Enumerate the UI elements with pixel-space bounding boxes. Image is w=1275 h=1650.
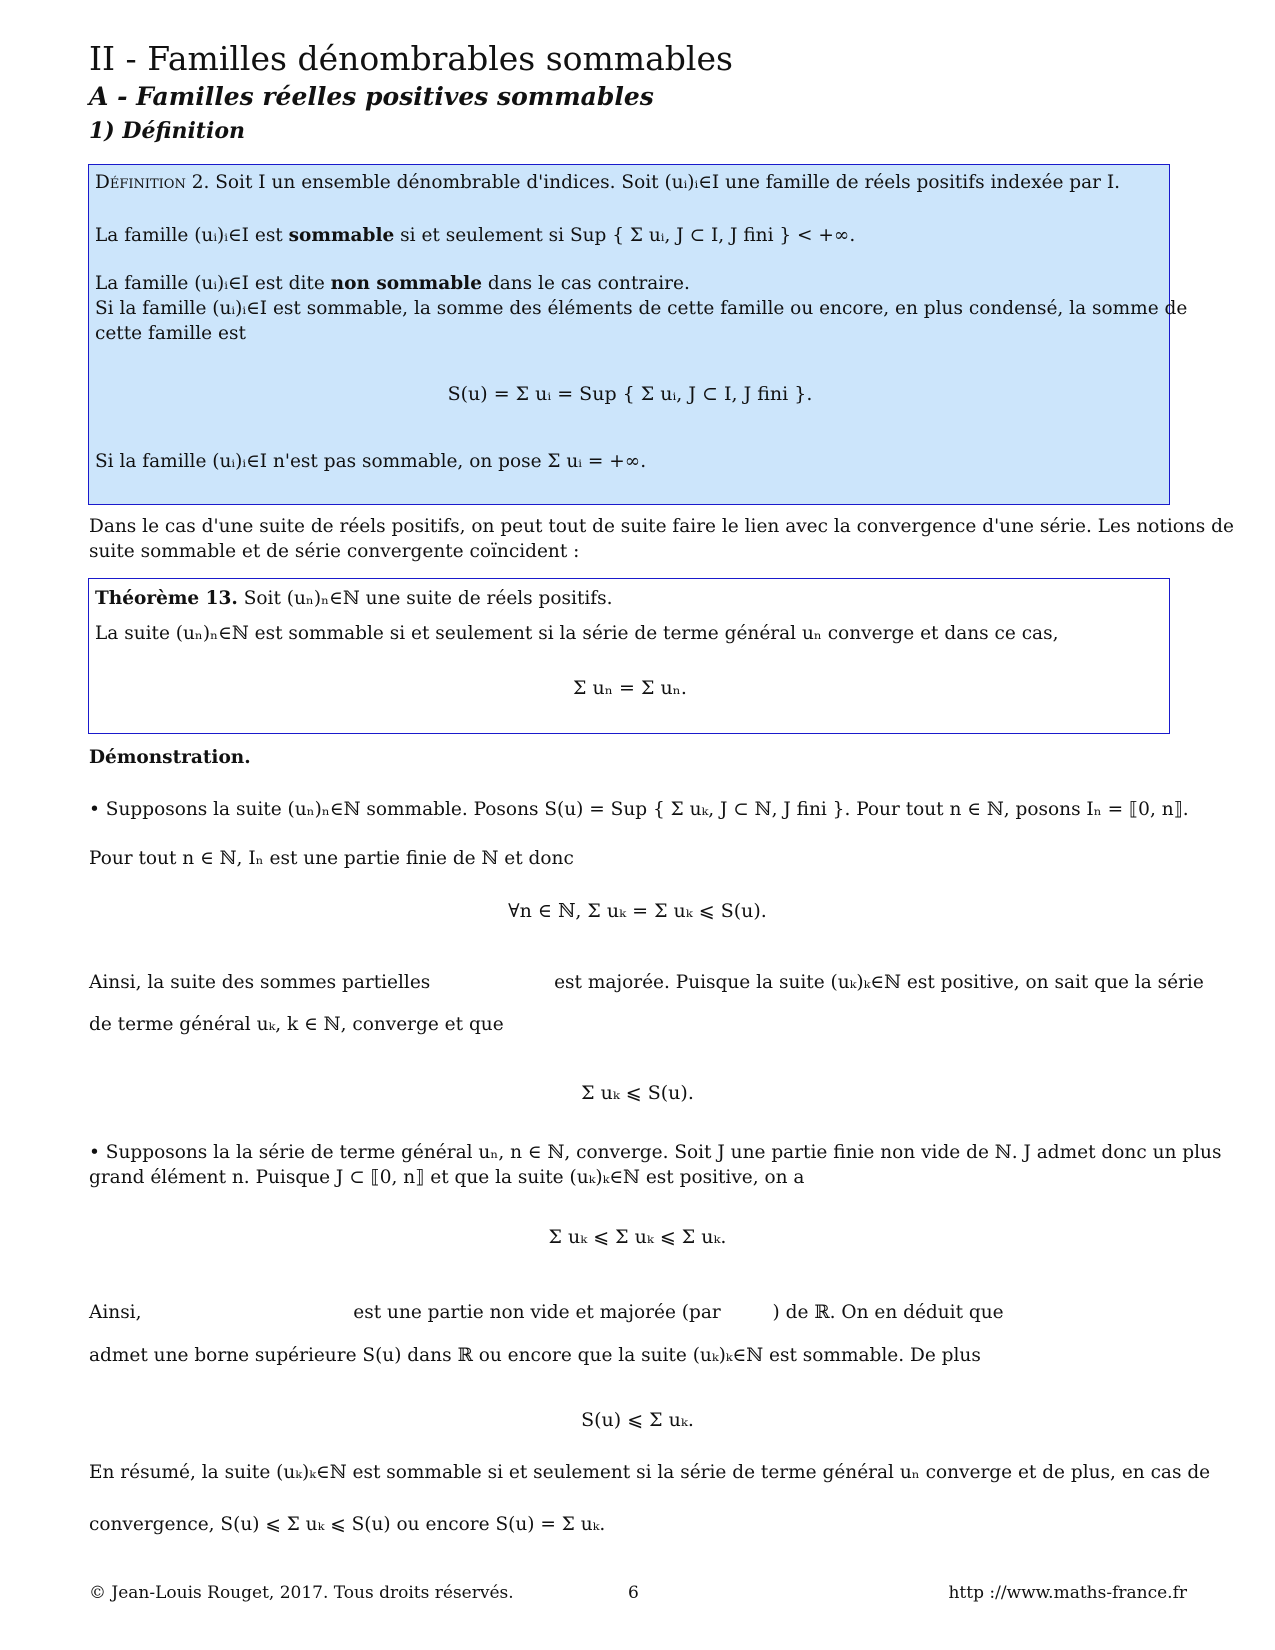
definition-line1-post: si et seulement si Sup { Σ uᵢ, J ⊂ I, J fini } < +∞.: [400, 225, 856, 246]
proof-p5: grand élément n. Puisque J ⊂ ⟦0, n⟧ et que la suite (uₖ)ₖ∈ℕ est positive, on a: [89, 1167, 805, 1188]
definition-box: [88, 164, 1188, 505]
theorem-intro-line: [95, 586, 613, 611]
section-title: II - Familles dénombrables sommables: [89, 39, 733, 78]
definition-formula: S(u) = Σ uᵢ = Sup { Σ uᵢ, J ⊂ I, J fini }.: [447, 383, 813, 405]
footer-page-number: 6: [628, 1583, 639, 1603]
page-content: [89, 32, 1189, 148]
definition-term-sommable: sommable: [288, 225, 395, 246]
definition-term-non-sommable: non sommable: [330, 273, 482, 294]
proof-eq1: ∀n ∈ ℕ, Σ uₖ = Σ uₖ ⩽ S(u).: [508, 900, 767, 922]
proof-p3-line1: [89, 970, 1204, 995]
proof-eq4: S(u) ⩽ Σ uₖ.: [581, 1409, 694, 1431]
theorem-intro: Soit (uₙ)ₙ∈ℕ une suite de réels positifs.: [243, 588, 613, 609]
proof-p8: En résumé, la suite (uₖ)ₖ∈ℕ est sommable si et seulement si la série de terme général uₙ converge et de plus, en cas de: [89, 1462, 1211, 1483]
definition-line1-pre: La famille (uᵢ)ᵢ∈I est: [95, 225, 283, 246]
proof-p7: admet une borne supérieure S(u) dans ℝ ou encore que la suite (uₖ)ₖ∈ℕ est sommable. De plus: [89, 1345, 981, 1366]
definition-non-sommable-line: [95, 271, 690, 296]
subsection-title: A - Familles réelles positives sommables: [89, 82, 654, 111]
proof-p6b: est une partie non vide et majorée (par: [353, 1302, 721, 1323]
proof-p3a: Ainsi, la suite des sommes partielles: [89, 972, 431, 993]
proof-p1: • Supposons la suite (uₙ)ₙ∈ℕ sommable. Posons S(u) = Sup { Σ uₖ, J ⊂ ℕ, J fini }. Pour tout n ∈ ℕ, posons Iₙ = ⟦0, n⟧.: [89, 799, 1189, 820]
definition-sommable-line: [95, 223, 855, 248]
proof-p3c: de terme général uₖ, k ∈ ℕ, converge et que: [89, 1014, 504, 1035]
proof-eq3: Σ uₖ ⩽ Σ uₖ ⩽ Σ uₖ.: [548, 1226, 727, 1248]
definition-label: Définition 2.: [95, 172, 210, 193]
proof-p3b: est majorée. Puisque la suite (uₖ)ₖ∈ℕ est positive, on sait que la série: [554, 972, 1204, 993]
theorem-formula: Σ uₙ = Σ uₙ.: [573, 677, 687, 699]
proof-p6-line: [89, 1300, 1004, 1325]
proof-p9: convergence, S(u) ⩽ Σ uₖ ⩽ S(u) ou encore S(u) = Σ uₖ.: [89, 1514, 606, 1535]
definition-line2-pre: La famille (uᵢ)ᵢ∈I est dite: [95, 273, 325, 294]
proof-p4: • Supposons la la série de terme général uₙ, n ∈ ℕ, converge. Soit J une partie finie non vide de ℕ. J admet donc un plus: [89, 1142, 1222, 1163]
proof-eq2: Σ uₖ ⩽ S(u).: [581, 1082, 694, 1104]
footer-copyright: © Jean-Louis Rouget, 2017. Tous droits réservés.: [89, 1583, 514, 1603]
definition-line3: Si la famille (uᵢ)ᵢ∈I est sommable, la somme des éléments de cette famille ou encore, en plus condensé, la somme de: [95, 298, 1188, 319]
theorem-label: Théorème 13.: [95, 588, 238, 609]
transition-line2: suite sommable et de série convergente coïncident :: [89, 541, 580, 562]
definition-line4: cette famille est: [95, 323, 246, 344]
footer-url[interactable]: http ://www.maths-france.fr: [948, 1583, 1187, 1603]
proof-p6a: Ainsi,: [89, 1302, 142, 1323]
theorem-box: [88, 578, 1170, 734]
definition-line2-post: dans le cas contraire.: [487, 273, 690, 294]
proof-p6c: ) de ℝ. On en déduit que: [772, 1302, 1004, 1323]
theorem-statement: La suite (uₙ)ₙ∈ℕ est sommable si et seulement si la série de terme général uₙ converge et dans ce cas,: [95, 623, 1059, 644]
proof-p2: Pour tout n ∈ ℕ, Iₙ est une partie finie de ℕ et donc: [89, 848, 574, 869]
proof-label: Démonstration.: [89, 747, 251, 768]
transition-line1: Dans le cas d'une suite de réels positifs, on peut tout de suite faire le lien avec la convergence d'une série. Les notions de: [89, 516, 1234, 537]
subsubsection-title: 1) Définition: [89, 118, 245, 144]
definition-line5: Si la famille (uᵢ)ᵢ∈I n'est pas sommable, on pose Σ uᵢ = +∞.: [95, 451, 647, 472]
definition-intro: Soit I un ensemble dénombrable d'indices. Soit (uᵢ)ᵢ∈I une famille de réels positifs indexée par I.: [215, 172, 1121, 193]
definition-intro-line: [95, 170, 1120, 195]
